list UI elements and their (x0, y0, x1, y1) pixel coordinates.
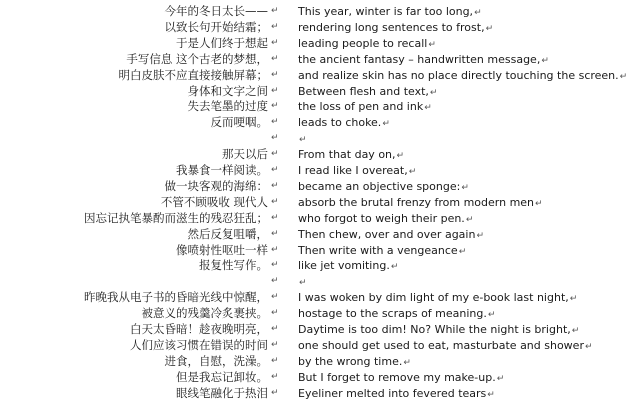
paragraph-mark-icon: ↵ (271, 212, 279, 223)
chinese-line-text: 不管不顾吸收 现代人 (160, 194, 268, 209)
chinese-line-text: 然后反复咀嚼， (187, 226, 268, 241)
english-line-text: Between flesh and text, (298, 84, 429, 98)
english-line-text: leads to choke. (298, 116, 382, 130)
paragraph-mark-icon: ↵ (428, 39, 436, 50)
poem-line (0, 130, 600, 147)
poem-line (0, 114, 600, 131)
english-line-text: hostage to the scraps of meaning. (298, 307, 487, 321)
paragraph-mark-icon: ↵ (382, 119, 390, 130)
chinese-line-text: 做一块客观的海绵： (164, 178, 268, 193)
paragraph-mark-icon: ↵ (271, 149, 279, 160)
paragraph-mark-icon: ↵ (403, 357, 411, 368)
english-line-text: rendering long sentences to frost, (298, 20, 485, 34)
paragraph-mark-icon: ↵ (571, 326, 580, 336)
paragraph-mark-icon: ↵ (458, 246, 467, 257)
paragraph-mark-icon: ↵ (271, 101, 279, 112)
english-line-text: Eyeliner melted into fevered tears (298, 386, 487, 400)
paragraph-mark-icon: ↵ (271, 371, 279, 382)
paragraph-mark-icon: ↵ (271, 355, 279, 366)
paragraph-mark-icon: ↵ (271, 228, 279, 239)
chinese-line-text: 今年的冬日太长—— (164, 4, 268, 18)
paragraph-mark-icon: ↵ (299, 135, 307, 146)
poem-line (0, 257, 600, 274)
english-line-text: the loss of pen and ink (298, 100, 424, 114)
paragraph-mark-icon: ↵ (396, 151, 405, 162)
paragraph-mark-icon: ↵ (271, 276, 279, 287)
paragraph-mark-icon: ↵ (569, 294, 578, 305)
english-line-text: leading people to recall (298, 36, 428, 50)
chinese-line-text: 因忘记执笔暴酌而滋生的残忍狂乱； (84, 210, 268, 225)
english-line-text: the ancient fantasy – handwritten message, (298, 52, 541, 66)
paragraph-mark-icon: ↵ (619, 71, 627, 82)
english-line-text: I was woken by dim light of my e-book last night, (298, 291, 569, 305)
chinese-line-text: 像喷射性呕吐一样 (176, 242, 268, 257)
chinese-line-text: 我暴食一样阅读。 (176, 163, 268, 177)
english-line-text: From that day on, (298, 148, 396, 162)
english-line-text: Then write with a vengeance (298, 243, 458, 257)
paragraph-mark-icon: ↵ (271, 196, 279, 207)
poem-line (0, 51, 600, 68)
english-line-text: This year, winter is far too long, (298, 5, 474, 18)
paragraph-mark-icon: ↵ (271, 324, 279, 334)
chinese-line-text: 手写信息 这个古老的梦想， (126, 51, 268, 66)
poem-line (0, 353, 600, 370)
paragraph-mark-icon: ↵ (271, 180, 279, 191)
poem-line (0, 3, 600, 20)
paragraph-mark-icon: ↵ (271, 260, 279, 271)
paragraph-mark-icon: ↵ (271, 339, 279, 350)
poem-line (0, 385, 600, 402)
chinese-line-text: 昨晚我从电子书的昏暗光线中惊醒， (84, 290, 268, 305)
paragraph-mark-icon: ↵ (535, 198, 543, 209)
paragraph-mark-icon: ↵ (424, 103, 432, 114)
english-line-text: and realize skin has no place directly touching the screen. (298, 68, 619, 82)
poem-line (0, 194, 600, 211)
english-line-text: I read like I overeat, (298, 164, 408, 177)
paragraph-mark-icon: ↵ (476, 230, 484, 241)
paragraph-mark-icon: ↵ (271, 69, 279, 80)
paragraph-mark-icon: ↵ (271, 292, 279, 303)
paragraph-mark-icon: ↵ (299, 278, 307, 289)
paragraph-mark-icon: ↵ (271, 308, 279, 319)
poem-line (0, 19, 600, 36)
english-line-text: Daytime is too dim! No? While the night is bright, (298, 323, 571, 336)
poem-line (0, 162, 600, 179)
chinese-line-text: 但是我忘记卸妆。 (176, 369, 268, 384)
poem-line (0, 273, 600, 290)
poem-line (0, 178, 600, 195)
chinese-line-text: 反而哽咽。 (210, 115, 268, 130)
paragraph-mark-icon: ↵ (271, 85, 279, 96)
chinese-line-text: 以致长句开始结霜； (164, 19, 268, 34)
paragraph-mark-icon: ↵ (408, 167, 417, 177)
poem-line (0, 67, 627, 84)
paragraph-mark-icon: ↵ (474, 8, 482, 18)
paragraph-mark-icon: ↵ (487, 389, 495, 400)
poem-line (0, 83, 600, 100)
chinese-line-text: 明白皮肤不应直接接触屏幕； (118, 67, 268, 82)
paragraph-mark-icon: ↵ (461, 182, 469, 193)
paragraph-mark-icon: ↵ (271, 21, 279, 32)
paragraph-mark-icon: ↵ (541, 55, 549, 66)
chinese-line-text: 被意义的残羹冷炙裹挟。 (141, 306, 268, 321)
english-line-text: Then chew, over and over again (298, 227, 476, 241)
paragraph-mark-icon: ↵ (485, 23, 494, 34)
poem-line (0, 305, 600, 322)
chinese-line-text: 那天以后 (222, 147, 268, 162)
english-line (298, 385, 495, 404)
paragraph-mark-icon: ↵ (271, 117, 279, 128)
poem-line (0, 242, 600, 259)
paragraph-mark-icon: ↵ (271, 53, 279, 64)
chinese-line-text: 白天太昏暗！趁夜晚明亮， (130, 322, 268, 336)
paragraph-mark-icon: ↵ (271, 37, 279, 48)
poem-line (0, 98, 600, 115)
english-line-text: by the wrong time. (298, 354, 403, 368)
english-line-text: who forgot to weigh their pen. (298, 211, 465, 225)
chinese-line-text: 于是人们终于想起 (176, 35, 268, 50)
poem-line (0, 146, 600, 163)
english-line-text: like jet vomiting. (298, 259, 390, 273)
paragraph-mark-icon: ↵ (487, 310, 496, 321)
poem-line (0, 210, 600, 227)
paragraph-mark-icon: ↵ (496, 373, 505, 384)
paragraph-mark-icon: ↵ (271, 244, 279, 255)
paragraph-mark-icon: ↵ (584, 341, 593, 352)
paragraph-mark-icon: ↵ (271, 387, 279, 398)
paragraph-mark-icon: ↵ (465, 214, 474, 225)
paragraph-mark-icon: ↵ (271, 165, 279, 175)
chinese-line-text: 进食，自慰，洗澡。 (164, 353, 268, 368)
english-line-text: one should get used to eat, masturbate and shower (298, 338, 584, 352)
paragraph-mark-icon: ↵ (390, 262, 399, 273)
poem-line (0, 35, 600, 52)
poem-line (0, 337, 600, 354)
poem-line (0, 226, 600, 243)
paragraph-mark-icon: ↵ (271, 6, 279, 16)
paragraph-mark-icon: ↵ (271, 133, 279, 144)
chinese-line-text: 失去笔墨的过度 (187, 99, 268, 114)
chinese-line-text: 身体和文字之间 (187, 83, 268, 98)
paragraph-mark-icon: ↵ (429, 87, 438, 98)
poem-line (0, 321, 600, 338)
poem-line (0, 369, 600, 386)
poem-line (0, 289, 600, 306)
chinese-line-text: 眼线笔融化于热泪 (176, 385, 268, 400)
english-line-text: absorb the brutal frenzy from modern men (298, 195, 535, 209)
chinese-line-text: 报复性写作。 (199, 258, 268, 273)
english-line-text: became an objective sponge: (298, 179, 461, 193)
chinese-line-text: 人们应该习惯在错误的时间 (130, 337, 268, 352)
english-line-text: But I forget to remove my make-up. (298, 370, 496, 384)
